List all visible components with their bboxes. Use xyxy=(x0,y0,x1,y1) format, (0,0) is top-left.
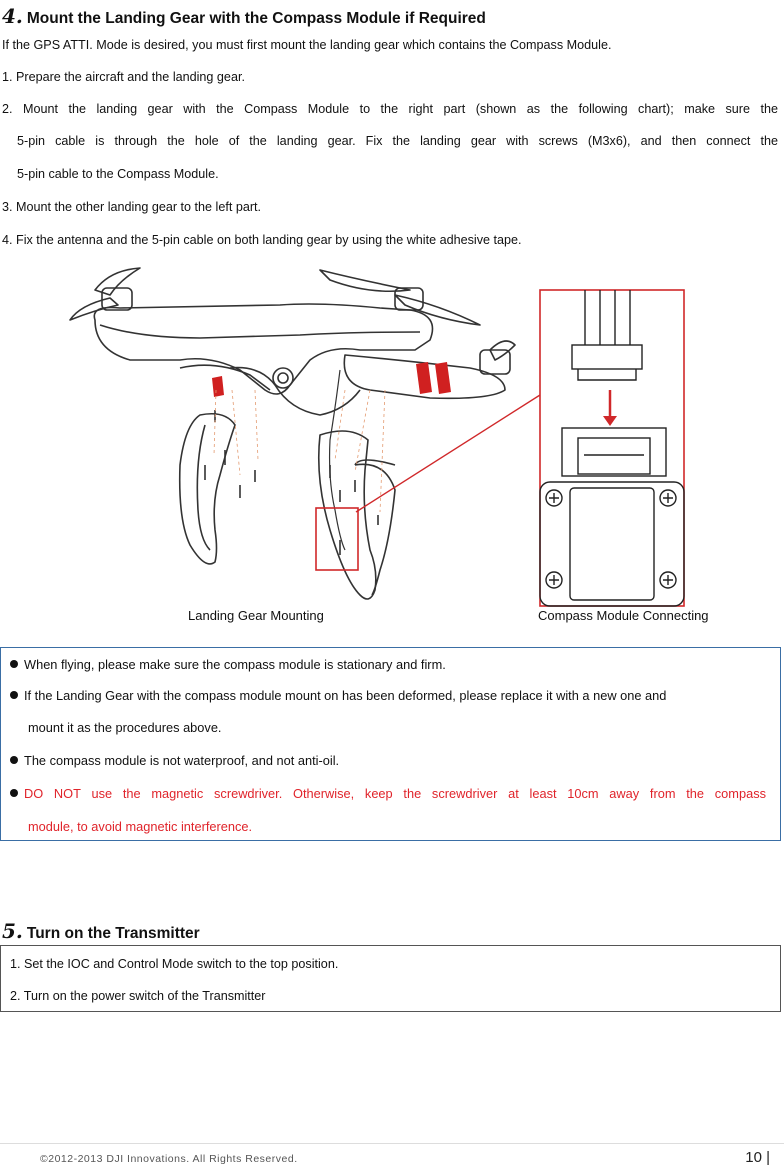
footer-divider xyxy=(0,1143,784,1144)
section-4-heading xyxy=(2,4,486,28)
note-item-2-cont: mount it as the procedures above. xyxy=(28,720,222,735)
note-item-3 xyxy=(10,753,339,768)
note-item-2 xyxy=(10,688,666,703)
step-2-line-2: 5-pin cable is through the hole of the landing gear. Fix the landing gear with screws (M3x6), and then connect the xyxy=(17,134,778,148)
section-4-number: 4. xyxy=(2,4,23,28)
step-1: 1. Prepare the aircraft and the landing gear. xyxy=(2,70,245,84)
notes-box xyxy=(0,647,781,841)
section-5-title: Turn on the Transmitter xyxy=(26,925,200,942)
note-item-4-cont: module, to avoid magnetic interference. xyxy=(28,819,253,834)
landing-gear-illustration xyxy=(0,250,784,610)
note-text: If the Landing Gear with the compass module mount on has been deformed, please replace it with a new one and xyxy=(24,688,667,703)
tx-step-1: 1. Set the IOC and Control Mode switch to the top position. xyxy=(10,957,339,971)
bullet-icon xyxy=(10,756,18,764)
note-item-1 xyxy=(10,657,446,672)
page-number: 10 | xyxy=(745,1149,770,1166)
note-item-4 xyxy=(10,786,772,801)
step-2-line-3: 5-pin cable to the Compass Module. xyxy=(17,167,219,181)
section-5-number: 5. xyxy=(2,919,23,943)
warning-text: DO NOT use the magnetic screwdriver. Otherwise, keep the screwdriver at least 10cm away from the compass xyxy=(24,786,766,801)
tx-step-2: 2. Turn on the power switch of the Transmitter xyxy=(10,989,266,1003)
section-4-title: Mount the Landing Gear with the Compass Module if Required xyxy=(26,10,486,27)
bullet-icon xyxy=(10,660,18,668)
footer-copyright: ©2012-2013 DJI Innovations. All Rights Reserved. xyxy=(40,1153,298,1165)
note-text: The compass module is not waterproof, and not anti-oil. xyxy=(24,753,340,768)
step-3: 3. Mount the other landing gear to the left part. xyxy=(2,200,262,214)
section-4-intro: If the GPS ATTI. Mode is desired, you must first mount the landing gear which contains the Compass Module. xyxy=(2,38,612,52)
figure-caption-right: Compass Module Connecting xyxy=(538,608,709,623)
bullet-icon xyxy=(10,691,18,699)
step-2-line-1: 2. Mount the landing gear with the Compass Module to the right part (shown as the following chart); make sure the xyxy=(2,102,778,116)
step-4: 4. Fix the antenna and the 5-pin cable on both landing gear by using the white adhesive tape. xyxy=(2,233,522,247)
figure-caption-left: Landing Gear Mounting xyxy=(188,608,324,623)
section-5-heading xyxy=(2,919,200,943)
bullet-icon xyxy=(10,789,18,797)
note-text: When flying, please make sure the compass module is stationary and firm. xyxy=(24,657,446,672)
